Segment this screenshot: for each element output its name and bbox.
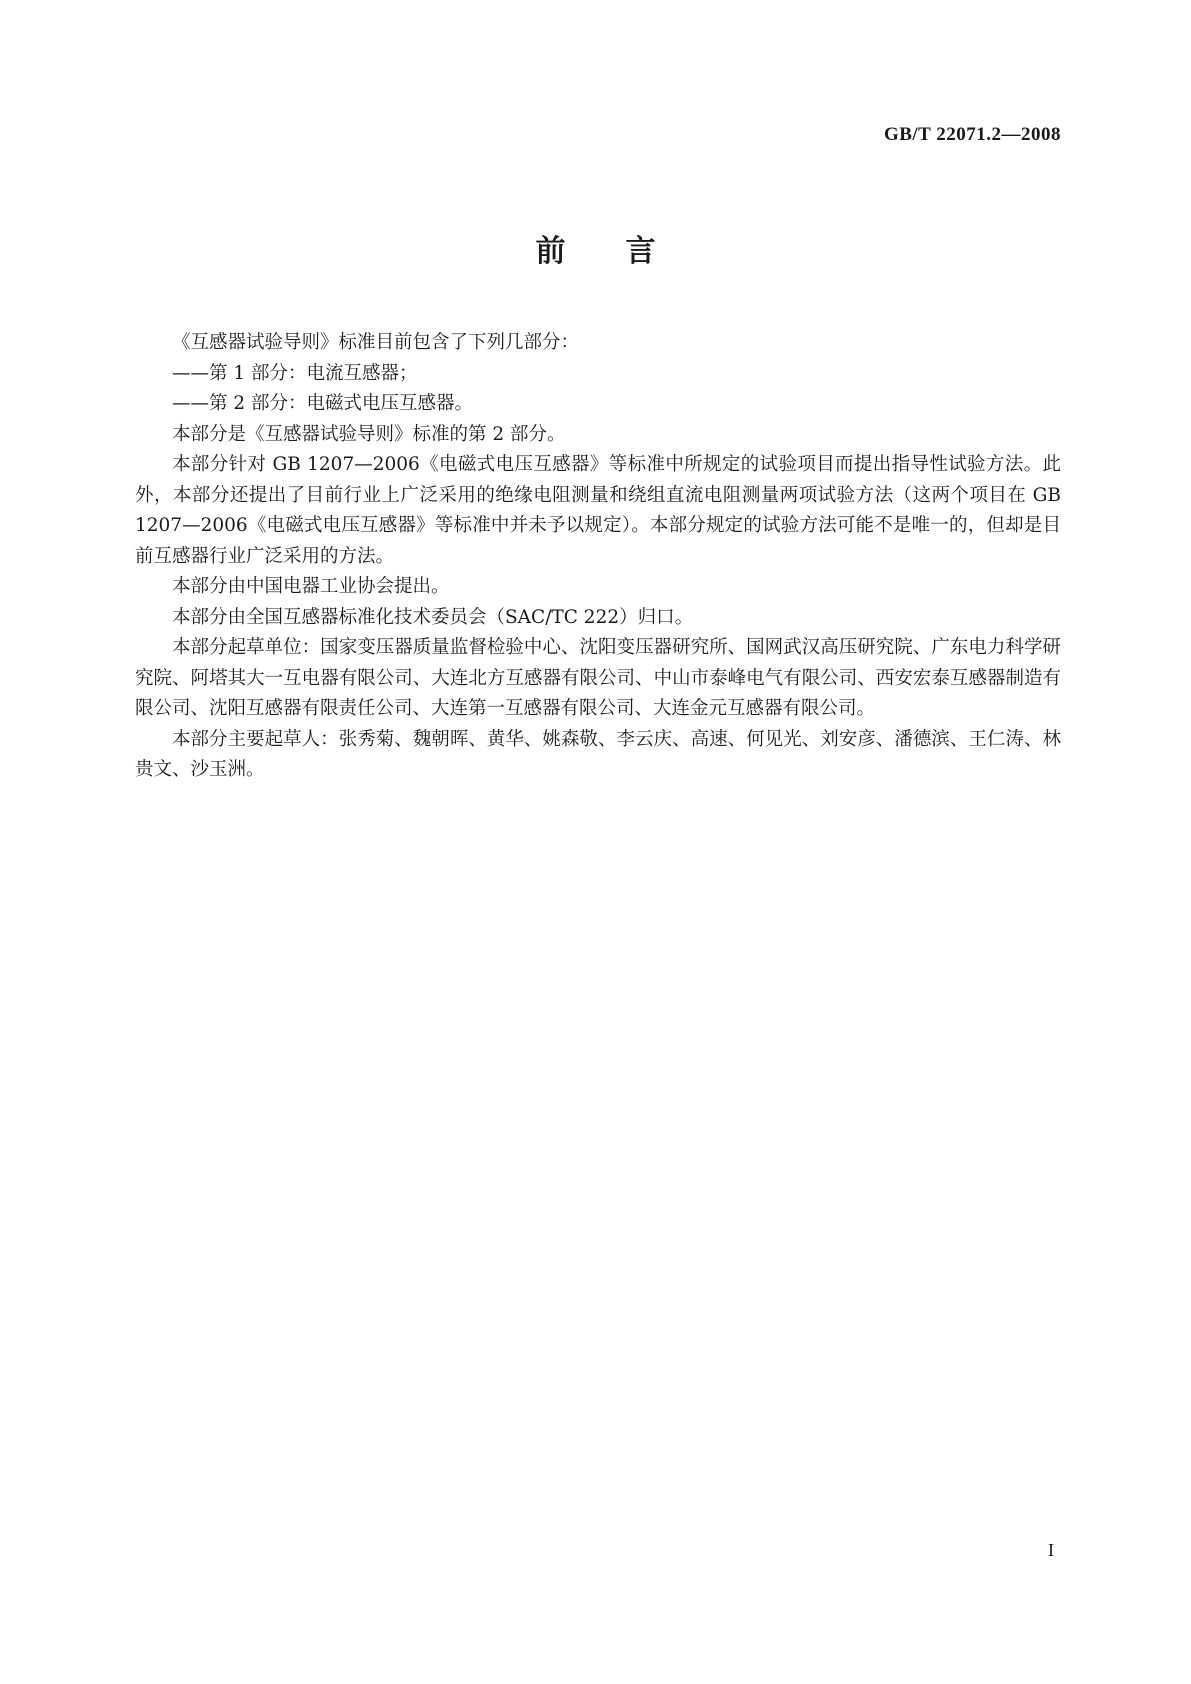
page-number: I	[1048, 1540, 1054, 1560]
paragraph-committee: 本部分由全国互感器标准化技术委员会（SAC/TC 222）归口。	[172, 606, 694, 628]
page-title-char-1: 前	[535, 234, 566, 269]
paragraph-part2: ——第 2 部分：电磁式电压互感器。	[172, 393, 474, 414]
paragraph-drafting-units: 本部分起草单位：国家变压器质量监督检验中心、沈阳变压器研究所、国网武汉高压研究院、广东电力科学研究院、阿塔其大一互电器有限公司、大连北方互感器有限公司、中山市泰峰电气有限公司、西安宏泰互感器制造有限公司、沈阳互感器有限责任公司、大连第一互感器有限公司、大连金元互感器有限公司。	[135, 637, 1061, 719]
paragraph-scope: 本部分针对 GB 1207—2006《电磁式电压互感器》等标准中所规定的试验项目而提出指导性试验方法。此外，本部分还提出了目前行业上广泛采用的绝缘电阻测量和绕组直流电阻测量两项试验方法（这两个项目在 GB 1207—2006《电磁式电压互感器》等标准中并未予以规定）。本部分规定的试验方法可能不是唯一的，但却是目前互感器行业广泛采用的方法。	[135, 454, 1061, 567]
foreword-body	[135, 328, 1061, 786]
paragraph-part1: ——第 1 部分：电流互感器；	[172, 362, 418, 384]
paragraph-proposer: 本部分由中国电器工业协会提出。	[172, 576, 450, 597]
page-title-char-2: 言	[625, 234, 656, 269]
page-title	[0, 226, 1191, 270]
paragraph-intro: 《互感器试验导则》标准目前包含了下列几部分：	[172, 332, 580, 353]
paragraph-drafters: 本部分主要起草人：张秀菊、魏朝晖、黄华、姚森敬、李云庆、高速、何见光、刘安彦、潘德滨、王仁涛、林贵文、沙玉洲。	[135, 728, 1061, 780]
paragraph-this-part: 本部分是《互感器试验导则》标准的第 2 部分。	[172, 423, 566, 445]
standard-number: GB/T 22071.2—2008	[883, 124, 1061, 145]
